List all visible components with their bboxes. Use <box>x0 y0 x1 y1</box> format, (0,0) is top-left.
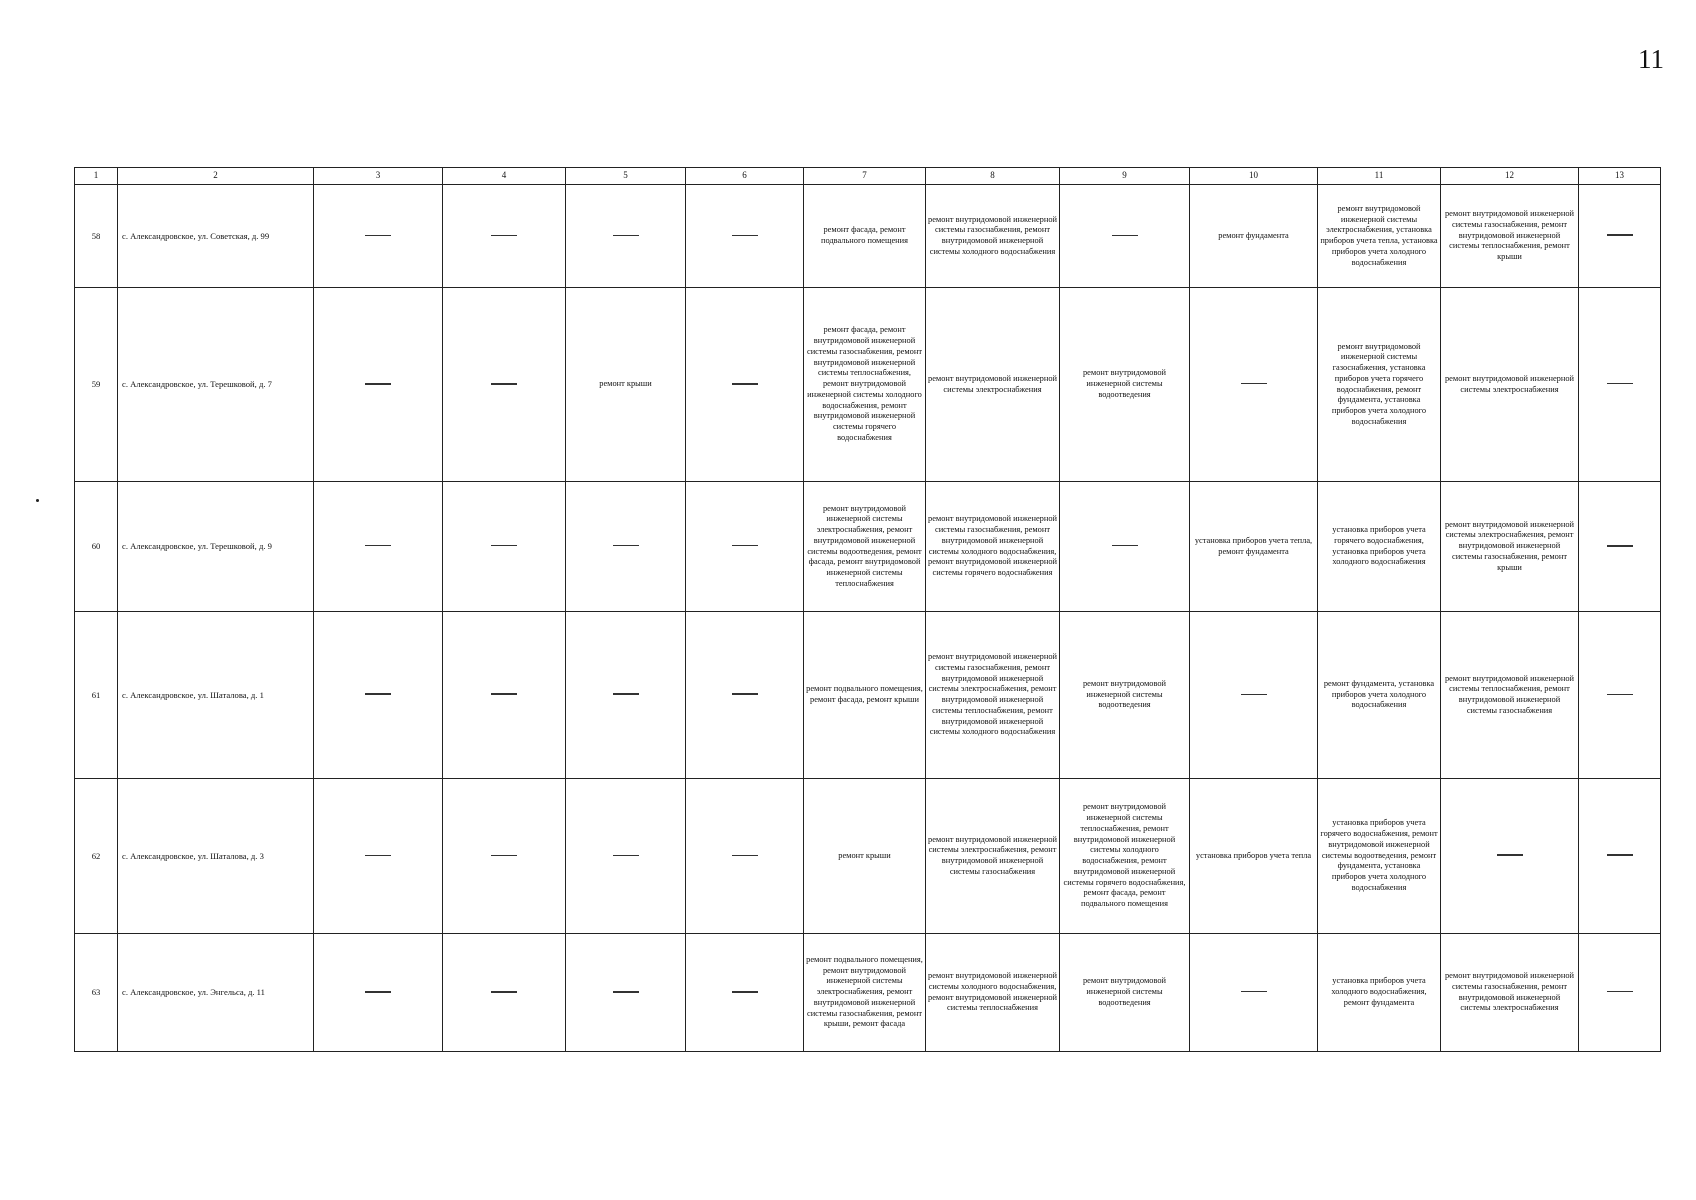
work-cell-3 <box>314 482 443 612</box>
row-number-cell: 58 <box>75 185 118 288</box>
work-cell-5 <box>566 612 686 779</box>
work-cell-9: ремонт внутридомовой инженерной системы теплоснабжения, ремонт внутридомовой инженерной системы холодного водоснабжения, ремонт внутридомовой инженерной системы горячего водоснабжения, ремонт фасада, ремонт подвального помещения <box>1060 779 1190 934</box>
work-cell-10: установка приборов учета тепла, ремонт фундамента <box>1190 482 1318 612</box>
work-cell-4 <box>443 482 566 612</box>
empty-dash <box>1241 694 1267 696</box>
work-cell-12 <box>1441 779 1579 934</box>
empty-dash <box>491 693 517 696</box>
empty-dash <box>365 545 391 547</box>
empty-dash <box>732 383 758 386</box>
empty-dash <box>491 545 517 547</box>
work-cell-6 <box>686 185 804 288</box>
work-cell-4 <box>443 779 566 934</box>
work-cell-11: ремонт внутридомовой инженерной системы электроснабжения, установка приборов учета тепла, установка приборов учета холодного водоснабжения <box>1318 185 1441 288</box>
address-cell: с. Александровское, ул. Терешковой, д. 9 <box>118 482 314 612</box>
empty-dash <box>365 693 391 696</box>
work-cell-6 <box>686 612 804 779</box>
col-header: 13 <box>1579 168 1661 185</box>
empty-dash <box>732 991 758 994</box>
work-cell-12: ремонт внутридомовой инженерной системы газоснабжения, ремонт внутридомовой инженерной системы электроснабжения <box>1441 934 1579 1052</box>
column-number-row <box>75 168 1661 185</box>
col-header: 5 <box>566 168 686 185</box>
work-cell-7: ремонт подвального помещения, ремонт внутридомовой инженерной системы электроснабжения, ремонт внутридомовой инженерной системы газоснабжения, ремонт крыши, ремонт фасада <box>804 934 926 1052</box>
work-cell-8: ремонт внутридомовой инженерной системы электроснабжения, ремонт внутридомовой инженерной системы газоснабжения <box>926 779 1060 934</box>
work-cell-3 <box>314 934 443 1052</box>
col-header: 11 <box>1318 168 1441 185</box>
work-cell-3 <box>314 288 443 482</box>
work-cell-10 <box>1190 288 1318 482</box>
address-cell: с. Александровское, ул. Советская, д. 99 <box>118 185 314 288</box>
table-row <box>75 934 1661 1052</box>
empty-dash <box>613 693 639 696</box>
empty-dash <box>1607 854 1633 857</box>
work-cell-11: установка приборов учета холодного водоснабжения, ремонт фундамента <box>1318 934 1441 1052</box>
empty-dash <box>613 991 639 994</box>
address-cell: с. Александровское, ул. Шаталова, д. 1 <box>118 612 314 779</box>
empty-dash <box>732 235 758 237</box>
empty-dash <box>1112 235 1138 237</box>
work-cell-13 <box>1579 482 1661 612</box>
empty-dash <box>1607 383 1633 385</box>
empty-dash <box>365 991 391 994</box>
work-cell-8: ремонт внутридомовой инженерной системы электроснабжения <box>926 288 1060 482</box>
row-number-cell: 62 <box>75 779 118 934</box>
col-header: 9 <box>1060 168 1190 185</box>
work-cell-5 <box>566 934 686 1052</box>
page-number: 11 <box>1638 44 1664 74</box>
empty-dash <box>613 545 639 547</box>
work-cell-5 <box>566 185 686 288</box>
work-cell-6 <box>686 482 804 612</box>
work-cell-10: установка приборов учета тепла <box>1190 779 1318 934</box>
work-cell-9: ремонт внутридомовой инженерной системы водоотведения <box>1060 288 1190 482</box>
work-cell-3 <box>314 779 443 934</box>
col-header: 7 <box>804 168 926 185</box>
empty-dash <box>491 235 517 237</box>
work-cell-4 <box>443 612 566 779</box>
row-number-cell: 59 <box>75 288 118 482</box>
empty-dash <box>1607 694 1633 696</box>
col-header: 12 <box>1441 168 1579 185</box>
work-cell-10: ремонт фундамента <box>1190 185 1318 288</box>
empty-dash <box>613 855 639 857</box>
row-number-cell: 63 <box>75 934 118 1052</box>
work-cell-4 <box>443 185 566 288</box>
empty-dash <box>1241 383 1267 385</box>
work-cell-10 <box>1190 612 1318 779</box>
work-cell-12: ремонт внутридомовой инженерной системы теплоснабжения, ремонт внутридомовой инженерной системы газоснабжения <box>1441 612 1579 779</box>
col-header: 6 <box>686 168 804 185</box>
work-cell-12: ремонт внутридомовой инженерной системы газоснабжения, ремонт внутридомовой инженерной системы теплоснабжения, ремонт крыши <box>1441 185 1579 288</box>
work-cell-3 <box>314 185 443 288</box>
scan-dot <box>36 499 39 502</box>
empty-dash <box>613 235 639 237</box>
work-cell-5 <box>566 482 686 612</box>
empty-dash <box>1607 991 1633 993</box>
work-cell-13 <box>1579 934 1661 1052</box>
work-cell-7: ремонт фасада, ремонт подвального помещения <box>804 185 926 288</box>
work-cell-3 <box>314 612 443 779</box>
work-cell-12: ремонт внутридомовой инженерной системы электроснабжения <box>1441 288 1579 482</box>
work-cell-4 <box>443 288 566 482</box>
work-cell-8: ремонт внутридомовой инженерной системы газоснабжения, ремонт внутридомовой инженерной системы электроснабжения, ремонт внутридомовой инженерной системы теплоснабжения, ремонт внутридомовой инженерной системы холодного водоснабжения <box>926 612 1060 779</box>
work-cell-13 <box>1579 779 1661 934</box>
address-cell: с. Александровское, ул. Шаталова, д. 3 <box>118 779 314 934</box>
row-number-cell: 60 <box>75 482 118 612</box>
table-row <box>75 288 1661 482</box>
work-cell-11: ремонт внутридомовой инженерной системы газоснабжения, установка приборов учета горячего водоснабжения, ремонт фундамента, установка приборов учета холодного водоснабжения <box>1318 288 1441 482</box>
empty-dash <box>732 545 758 547</box>
work-cell-8: ремонт внутридомовой инженерной системы газоснабжения, ремонт внутридомовой инженерной системы холодного водоснабжения, ремонт внутридомовой инженерной системы горячего водоснабжения <box>926 482 1060 612</box>
work-cell-6 <box>686 288 804 482</box>
work-cell-11: установка приборов учета горячего водоснабжения, ремонт внутридомовой инженерной системы водоотведения, ремонт фундамента, установка приборов учета холодного водоснабжения <box>1318 779 1441 934</box>
empty-dash <box>1497 854 1523 857</box>
address-cell: с. Александровское, ул. Энгельса, д. 11 <box>118 934 314 1052</box>
empty-dash <box>732 855 758 857</box>
empty-dash <box>491 383 517 386</box>
col-header: 2 <box>118 168 314 185</box>
row-number-cell: 61 <box>75 612 118 779</box>
empty-dash <box>365 235 391 237</box>
table-row <box>75 185 1661 288</box>
col-header: 10 <box>1190 168 1318 185</box>
empty-dash <box>1607 545 1633 548</box>
empty-dash <box>1241 991 1267 993</box>
work-cell-8: ремонт внутридомовой инженерной системы газоснабжения, ремонт внутридомовой инженерной системы холодного водоснабжения <box>926 185 1060 288</box>
work-cell-8: ремонт внутридомовой инженерной системы холодного водоснабжения, ремонт внутридомовой инженерной системы теплоснабжения <box>926 934 1060 1052</box>
empty-dash <box>1607 234 1633 237</box>
work-cell-10 <box>1190 934 1318 1052</box>
empty-dash <box>1112 545 1138 547</box>
work-cell-9: ремонт внутридомовой инженерной системы водоотведения <box>1060 934 1190 1052</box>
work-cell-9: ремонт внутридомовой инженерной системы водоотведения <box>1060 612 1190 779</box>
work-cell-4 <box>443 934 566 1052</box>
work-cell-7: ремонт подвального помещения, ремонт фасада, ремонт крыши <box>804 612 926 779</box>
work-cell-7: ремонт внутридомовой инженерной системы электроснабжения, ремонт внутридомовой инженерной системы водоотведения, ремонт фасада, ремонт внутридомовой инженерной системы теплоснабжения <box>804 482 926 612</box>
empty-dash <box>365 383 391 386</box>
work-cell-13 <box>1579 185 1661 288</box>
work-cell-9 <box>1060 185 1190 288</box>
table-row <box>75 482 1661 612</box>
repair-plan-table <box>74 167 1661 1052</box>
col-header: 4 <box>443 168 566 185</box>
work-cell-11: установка приборов учета горячего водоснабжения, установка приборов учета холодного водоснабжения <box>1318 482 1441 612</box>
work-cell-5 <box>566 779 686 934</box>
col-header: 8 <box>926 168 1060 185</box>
work-cell-11: ремонт фундамента, установка приборов учета холодного водоснабжения <box>1318 612 1441 779</box>
work-cell-13 <box>1579 288 1661 482</box>
work-cell-5: ремонт крыши <box>566 288 686 482</box>
empty-dash <box>365 855 391 857</box>
table-row <box>75 779 1661 934</box>
col-header: 1 <box>75 168 118 185</box>
work-cell-6 <box>686 934 804 1052</box>
work-cell-7: ремонт крыши <box>804 779 926 934</box>
work-cell-6 <box>686 779 804 934</box>
empty-dash <box>491 991 517 994</box>
work-cell-7: ремонт фасада, ремонт внутридомовой инженерной системы газоснабжения, ремонт внутридомовой инженерной системы теплоснабжения, ремонт внутридомовой инженерной системы холодного водоснабжения, ремонт внутридомовой инженерной системы горячего водоснабжения <box>804 288 926 482</box>
empty-dash <box>491 855 517 857</box>
work-cell-13 <box>1579 612 1661 779</box>
work-cell-12: ремонт внутридомовой инженерной системы электроснабжения, ремонт внутридомовой инженерной системы газоснабжения, ремонт крыши <box>1441 482 1579 612</box>
work-cell-9 <box>1060 482 1190 612</box>
table-row <box>75 612 1661 779</box>
col-header: 3 <box>314 168 443 185</box>
empty-dash <box>732 693 758 696</box>
address-cell: с. Александровское, ул. Терешковой, д. 7 <box>118 288 314 482</box>
